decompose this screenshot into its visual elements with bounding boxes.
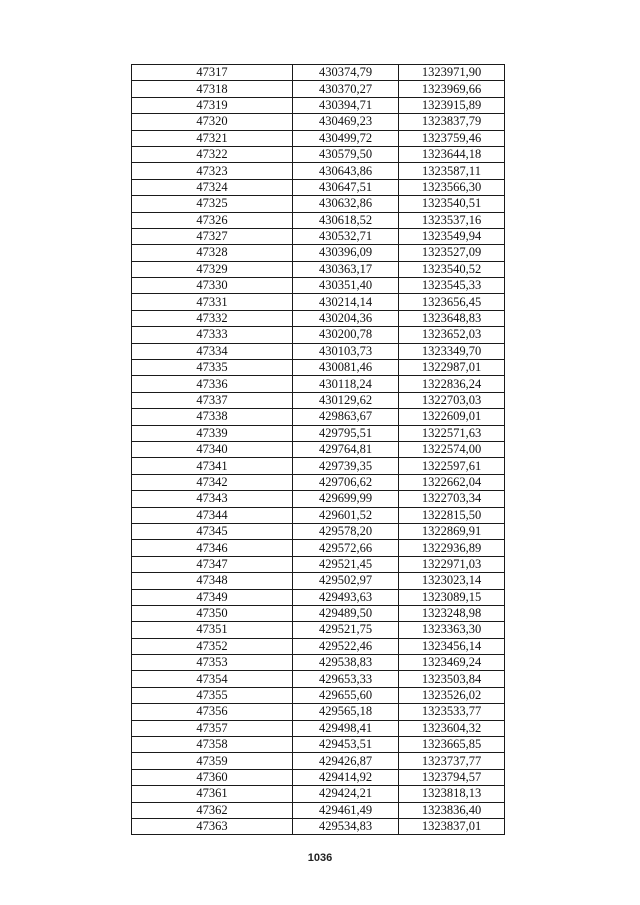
y-coordinate-cell: 1322703,34: [399, 491, 505, 507]
y-coordinate-cell: 1322609,01: [399, 409, 505, 425]
x-coordinate-cell: 430618,52: [293, 212, 399, 228]
x-coordinate-cell: 429426,87: [293, 753, 399, 769]
x-coordinate-cell: 430469,23: [293, 114, 399, 130]
point-number-cell: 47346: [132, 540, 293, 556]
table-row: [132, 196, 505, 212]
y-coordinate-cell: 1323526,02: [399, 687, 505, 703]
point-number-cell: 47325: [132, 196, 293, 212]
point-number-cell: 47362: [132, 802, 293, 818]
y-coordinate-cell: 1323644,18: [399, 146, 505, 162]
point-number-cell: 47341: [132, 458, 293, 474]
x-coordinate-cell: 429538,83: [293, 655, 399, 671]
point-number-cell: 47339: [132, 425, 293, 441]
y-coordinate-cell: 1323587,11: [399, 163, 505, 179]
table-row: [132, 605, 505, 621]
point-number-cell: 47351: [132, 622, 293, 638]
y-coordinate-cell: 1323837,01: [399, 818, 505, 834]
table-row: [132, 228, 505, 244]
point-number-cell: 47317: [132, 65, 293, 81]
table-row: [132, 278, 505, 294]
y-coordinate-cell: 1323533,77: [399, 704, 505, 720]
table-row: [132, 146, 505, 162]
table-row: [132, 343, 505, 359]
x-coordinate-cell: 429414,92: [293, 769, 399, 785]
point-number-cell: 47320: [132, 114, 293, 130]
point-number-cell: 47318: [132, 81, 293, 97]
point-number-cell: 47360: [132, 769, 293, 785]
x-coordinate-cell: 430363,17: [293, 261, 399, 277]
table-row: [132, 81, 505, 97]
point-number-cell: 47363: [132, 818, 293, 834]
x-coordinate-cell: 430394,71: [293, 97, 399, 113]
y-coordinate-cell: 1323540,51: [399, 196, 505, 212]
table-row: [132, 737, 505, 753]
y-coordinate-cell: 1323248,98: [399, 605, 505, 621]
table-row: [132, 212, 505, 228]
table-row: [132, 573, 505, 589]
table-row: [132, 65, 505, 81]
y-coordinate-cell: 1322936,89: [399, 540, 505, 556]
x-coordinate-cell: 429863,67: [293, 409, 399, 425]
y-coordinate-cell: 1322597,61: [399, 458, 505, 474]
table-row: [132, 753, 505, 769]
x-coordinate-cell: 430118,24: [293, 376, 399, 392]
table-row: [132, 441, 505, 457]
x-coordinate-cell: 429521,45: [293, 556, 399, 572]
point-number-cell: 47322: [132, 146, 293, 162]
y-coordinate-cell: 1323540,52: [399, 261, 505, 277]
point-number-cell: 47356: [132, 704, 293, 720]
x-coordinate-cell: 430396,09: [293, 245, 399, 261]
table-row: [132, 687, 505, 703]
y-coordinate-cell: 1322703,03: [399, 392, 505, 408]
point-number-cell: 47355: [132, 687, 293, 703]
x-coordinate-cell: 430374,79: [293, 65, 399, 81]
y-coordinate-cell: 1323818,13: [399, 786, 505, 802]
point-number-cell: 47361: [132, 786, 293, 802]
table-row: [132, 622, 505, 638]
x-coordinate-cell: 430103,73: [293, 343, 399, 359]
x-coordinate-cell: 430351,40: [293, 278, 399, 294]
point-number-cell: 47336: [132, 376, 293, 392]
x-coordinate-cell: 429706,62: [293, 474, 399, 490]
table-row: [132, 360, 505, 376]
point-number-cell: 47358: [132, 737, 293, 753]
table-row: [132, 474, 505, 490]
x-coordinate-cell: 430081,46: [293, 360, 399, 376]
y-coordinate-cell: 1323759,46: [399, 130, 505, 146]
point-number-cell: 47347: [132, 556, 293, 572]
x-coordinate-cell: 429572,66: [293, 540, 399, 556]
table-row: [132, 720, 505, 736]
x-coordinate-cell: 429502,97: [293, 573, 399, 589]
table-row: [132, 179, 505, 195]
y-coordinate-cell: 1322662,04: [399, 474, 505, 490]
y-coordinate-cell: 1322971,03: [399, 556, 505, 572]
y-coordinate-cell: 1323023,14: [399, 573, 505, 589]
x-coordinate-cell: 430579,50: [293, 146, 399, 162]
y-coordinate-cell: 1323537,16: [399, 212, 505, 228]
x-coordinate-cell: 429653,33: [293, 671, 399, 687]
x-coordinate-cell: 429534,83: [293, 818, 399, 834]
point-number-cell: 47331: [132, 294, 293, 310]
y-coordinate-cell: 1323349,70: [399, 343, 505, 359]
point-number-cell: 47330: [132, 278, 293, 294]
table-row: [132, 507, 505, 523]
y-coordinate-cell: 1323604,32: [399, 720, 505, 736]
table-row: [132, 310, 505, 326]
table-row: [132, 769, 505, 785]
y-coordinate-cell: 1322571,63: [399, 425, 505, 441]
y-coordinate-cell: 1323652,03: [399, 327, 505, 343]
y-coordinate-cell: 1323469,24: [399, 655, 505, 671]
point-number-cell: 47348: [132, 573, 293, 589]
table-row: [132, 556, 505, 572]
y-coordinate-cell: 1322574,00: [399, 441, 505, 457]
table-row: [132, 294, 505, 310]
point-number-cell: 47337: [132, 392, 293, 408]
x-coordinate-cell: 429498,41: [293, 720, 399, 736]
point-number-cell: 47345: [132, 523, 293, 539]
table-row: [132, 818, 505, 834]
y-coordinate-cell: 1322869,91: [399, 523, 505, 539]
point-number-cell: 47326: [132, 212, 293, 228]
y-coordinate-cell: 1322836,24: [399, 376, 505, 392]
x-coordinate-cell: 430643,86: [293, 163, 399, 179]
point-number-cell: 47342: [132, 474, 293, 490]
table-row: [132, 655, 505, 671]
point-number-cell: 47359: [132, 753, 293, 769]
y-coordinate-cell: 1323648,83: [399, 310, 505, 326]
point-number-cell: 47332: [132, 310, 293, 326]
table-row: [132, 409, 505, 425]
x-coordinate-cell: 429578,20: [293, 523, 399, 539]
table-row: [132, 327, 505, 343]
page-number: 1036: [307, 852, 333, 864]
point-number-cell: 47340: [132, 441, 293, 457]
y-coordinate-cell: 1323969,66: [399, 81, 505, 97]
x-coordinate-cell: 429699,99: [293, 491, 399, 507]
y-coordinate-cell: 1323837,79: [399, 114, 505, 130]
y-coordinate-cell: 1323836,40: [399, 802, 505, 818]
table-row: [132, 671, 505, 687]
y-coordinate-cell: 1323456,14: [399, 638, 505, 654]
x-coordinate-cell: 430632,86: [293, 196, 399, 212]
point-number-cell: 47343: [132, 491, 293, 507]
coordinate-table: [131, 64, 505, 835]
y-coordinate-cell: 1323971,90: [399, 65, 505, 81]
point-number-cell: 47353: [132, 655, 293, 671]
x-coordinate-cell: 429453,51: [293, 737, 399, 753]
y-coordinate-cell: 1323363,30: [399, 622, 505, 638]
y-coordinate-cell: 1323566,30: [399, 179, 505, 195]
x-coordinate-cell: 430647,51: [293, 179, 399, 195]
y-coordinate-cell: 1322987,01: [399, 360, 505, 376]
table-row: [132, 589, 505, 605]
table-row: [132, 114, 505, 130]
x-coordinate-cell: 429764,81: [293, 441, 399, 457]
point-number-cell: 47334: [132, 343, 293, 359]
point-number-cell: 47335: [132, 360, 293, 376]
point-number-cell: 47349: [132, 589, 293, 605]
x-coordinate-cell: 429489,50: [293, 605, 399, 621]
x-coordinate-cell: 429565,18: [293, 704, 399, 720]
table-row: [132, 392, 505, 408]
point-number-cell: 47323: [132, 163, 293, 179]
point-number-cell: 47354: [132, 671, 293, 687]
y-coordinate-cell: 1323089,15: [399, 589, 505, 605]
x-coordinate-cell: 430370,27: [293, 81, 399, 97]
point-number-cell: 47352: [132, 638, 293, 654]
y-coordinate-cell: 1322815,50: [399, 507, 505, 523]
coordinate-table-body: [132, 65, 505, 835]
x-coordinate-cell: 429655,60: [293, 687, 399, 703]
y-coordinate-cell: 1323915,89: [399, 97, 505, 113]
x-coordinate-cell: 430214,14: [293, 294, 399, 310]
point-number-cell: 47357: [132, 720, 293, 736]
table-row: [132, 491, 505, 507]
point-number-cell: 47350: [132, 605, 293, 621]
x-coordinate-cell: 429493,63: [293, 589, 399, 605]
point-number-cell: 47344: [132, 507, 293, 523]
y-coordinate-cell: 1323527,09: [399, 245, 505, 261]
table-row: [132, 786, 505, 802]
x-coordinate-cell: 429522,46: [293, 638, 399, 654]
y-coordinate-cell: 1323737,77: [399, 753, 505, 769]
table-row: [132, 130, 505, 146]
x-coordinate-cell: 430204,36: [293, 310, 399, 326]
point-number-cell: 47321: [132, 130, 293, 146]
table-row: [132, 704, 505, 720]
point-number-cell: 47338: [132, 409, 293, 425]
x-coordinate-cell: 430129,62: [293, 392, 399, 408]
x-coordinate-cell: 430499,72: [293, 130, 399, 146]
x-coordinate-cell: 429601,52: [293, 507, 399, 523]
table-row: [132, 245, 505, 261]
y-coordinate-cell: 1323665,85: [399, 737, 505, 753]
point-number-cell: 47328: [132, 245, 293, 261]
table-row: [132, 425, 505, 441]
table-row: [132, 261, 505, 277]
x-coordinate-cell: 430200,78: [293, 327, 399, 343]
table-row: [132, 163, 505, 179]
y-coordinate-cell: 1323503,84: [399, 671, 505, 687]
table-row: [132, 97, 505, 113]
table-row: [132, 458, 505, 474]
table-row: [132, 540, 505, 556]
table-row: [132, 523, 505, 539]
point-number-cell: 47327: [132, 228, 293, 244]
x-coordinate-cell: 429795,51: [293, 425, 399, 441]
x-coordinate-cell: 429424,21: [293, 786, 399, 802]
point-number-cell: 47324: [132, 179, 293, 195]
y-coordinate-cell: 1323794,57: [399, 769, 505, 785]
y-coordinate-cell: 1323545,33: [399, 278, 505, 294]
x-coordinate-cell: 429461,49: [293, 802, 399, 818]
x-coordinate-cell: 430532,71: [293, 228, 399, 244]
x-coordinate-cell: 429521,75: [293, 622, 399, 638]
point-number-cell: 47329: [132, 261, 293, 277]
point-number-cell: 47333: [132, 327, 293, 343]
table-row: [132, 638, 505, 654]
point-number-cell: 47319: [132, 97, 293, 113]
y-coordinate-cell: 1323549,94: [399, 228, 505, 244]
y-coordinate-cell: 1323656,45: [399, 294, 505, 310]
table-row: [132, 376, 505, 392]
table-row: [132, 802, 505, 818]
x-coordinate-cell: 429739,35: [293, 458, 399, 474]
